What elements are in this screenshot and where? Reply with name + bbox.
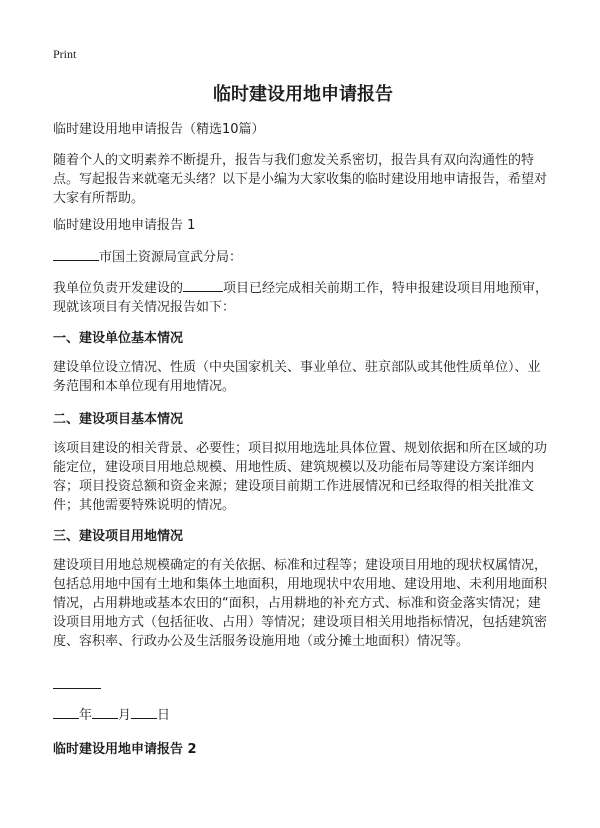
section-2-text: 该项目建设的相关背景、必要性；项目拟用地选址具体位置、规划依据和所在区域的功能定位，建设项目用地总规模、用地性质、建筑规模以及功能布局等建设方案详细内容；项目投资总额和资金来源；建设项目前期工作进展情况和已经取得的相关批准文件；其他需要特殊说明的情况。 xyxy=(53,441,548,513)
year-blank xyxy=(53,705,79,719)
body-intro-paragraph xyxy=(53,278,550,317)
section-3-title: 三、建设项目用地情况 xyxy=(53,529,184,544)
report-1-heading: 临时建设用地申请报告 1 xyxy=(53,218,196,233)
addressee-blank xyxy=(53,247,99,261)
day-blank xyxy=(131,705,157,719)
signature-line xyxy=(53,688,101,689)
addressee-line xyxy=(53,247,550,267)
document-subtitle: 临时建设用地申请报告（精选10篇） xyxy=(53,122,265,137)
intro-paragraph: 随着个人的文明素养不断提升，报告与我们愈发关系密切，报告具有双向沟通性的特点。写起报告来就毫无头绪？以下是小编为大家收集的临时建设用地申请报告，希望对大家有所帮助。 xyxy=(53,153,548,206)
document-title: 临时建设用地申请报告 xyxy=(213,84,393,105)
section-3-text: 建设项目用地总规模确定的有关依据、标准和过程等；建设项目用地的现状权属情况，包括总用地中国有土地和集体土地面积，用地现状中农用地、建设用地、未利用地面积情况，占用耕地或基本农田的“面积，占用耕地的补充方式、标准和资金落实情况；建设项目用地方式（包括征收、占用）等情况；建设项目相关用地指标情况，包括建筑密度、容积率、行政办公及生活服务设施用地（或分摊土地面积）情况等。 xyxy=(53,558,548,649)
addressee-text: 市国土资源局宣武分局： xyxy=(99,250,243,265)
date-line xyxy=(53,705,550,725)
section-1-text: 建设单位设立情况、性质（中央国家机关、事业单位、驻京部队或其他性质单位）、业务范围和本单位现有用地情况。 xyxy=(53,360,541,394)
project-name-blank xyxy=(183,278,223,292)
report-2-heading: 临时建设用地申请报告 2 xyxy=(53,742,197,757)
body-intro-suffix: 项目已经完成相关前期工作，特申报建设项目用地预审，现就该项目有关情况报告如下： xyxy=(53,281,549,315)
date-day: 日 xyxy=(157,708,171,723)
date-year: 年 xyxy=(79,708,93,723)
section-2-title: 二、建设项目基本情况 xyxy=(53,412,184,427)
date-month: 月 xyxy=(118,708,132,723)
print-label[interactable]: Print xyxy=(53,47,77,61)
section-1-title: 一、建设单位基本情况 xyxy=(53,331,184,346)
body-intro-prefix: 我单位负责开发建设的 xyxy=(53,281,184,296)
month-blank xyxy=(92,705,118,719)
